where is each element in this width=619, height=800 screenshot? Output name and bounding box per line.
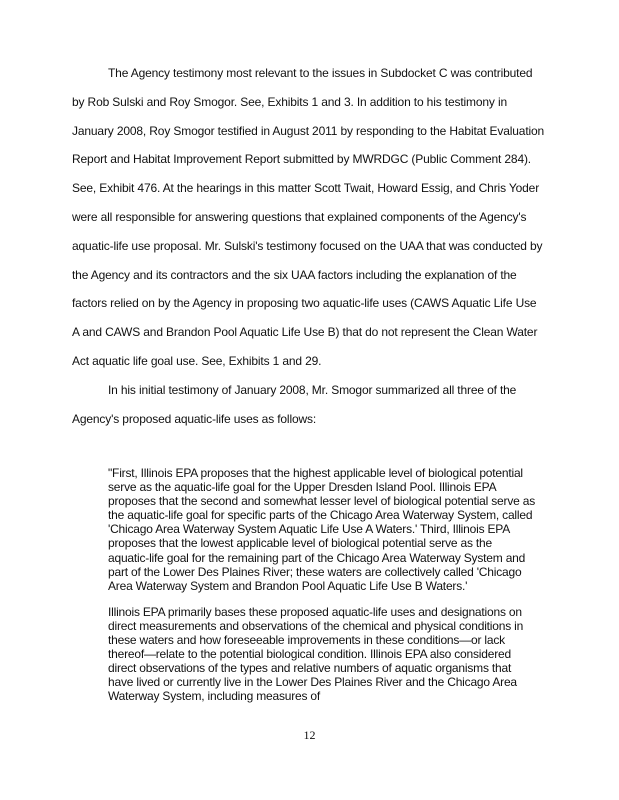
block-quote	[108, 466, 536, 716]
paragraph-agency-testimony: The Agency testimony most relevant to the issues in Subdocket C was contributed by Rob Sulski and Roy Smogor. See, Exhibits 1 and 3. In addition to his testimony in January 2008, Roy Smogor testified in August 2011 by responding to the Habitat Evaluation Report and Habitat Improvement Report submitted by MWRDGC (Public Comment 284). See, Exhibit 476. At the hearings in this matter Scott Twait, Howard Essig, and Chris Yoder were all responsible for answering questions that explained components of the Agency's aquatic-life use proposal. Mr. Sulski's testimony focused on the UAA that was conducted by the Agency and its contractors and the six UAA factors including the explanation of the factors relied on by the Agency in proposing two aquatic-life uses (CAWS Aquatic Life Use A and CAWS and Brandon Pool Aquatic Life Use B) that do not represent the Clean Water Act aquatic life goal use. See, Exhibits 1 and 29.	[72, 66, 545, 368]
quote-paragraph-aquatic-life-uses: "First, Illinois EPA proposes that the highest applicable level of biological potential serve as the aquatic-life goal for the Upper Dresden Island Pool. Illinois EPA proposes that the second and somewhat lesser level of biological potential serve as the aquatic-life goal for specific parts of the Chicago Area Waterway System, called 'Chicago Area Waterway System Aquatic Life Use A Waters.' Third, Illinois EPA proposes that the lowest applicable level of biological potential serve as the aquatic-life goal for the remaining part of the Chicago Area Waterway System and part of the Lower Des Plaines River; these waters are collectively called 'Chicago Area Waterway System and Brandon Pool Aquatic Life Use B Waters.'	[108, 466, 535, 593]
quote-paragraph-basis: Illinois EPA primarily bases these proposed aquatic-life uses and designations on direct measurements and observations of the chemical and physical conditions in these waters and how foreseeable improvements in these conditions—or lack thereof—relate to the potential biological condition. Illinois EPA also considered direct observations of the types and relative numbers of aquatic organisms that have lived or currently live in the Lower Des Plaines River and the Chicago Area Waterway System, including measures of	[108, 604, 524, 704]
main-text	[72, 59, 546, 433]
paragraph-initial-testimony: In his initial testimony of January 2008, Mr. Smogor summarized all three of the Agency's proposed aquatic-life uses as follows:	[72, 382, 517, 426]
page-number: 12	[303, 728, 316, 742]
